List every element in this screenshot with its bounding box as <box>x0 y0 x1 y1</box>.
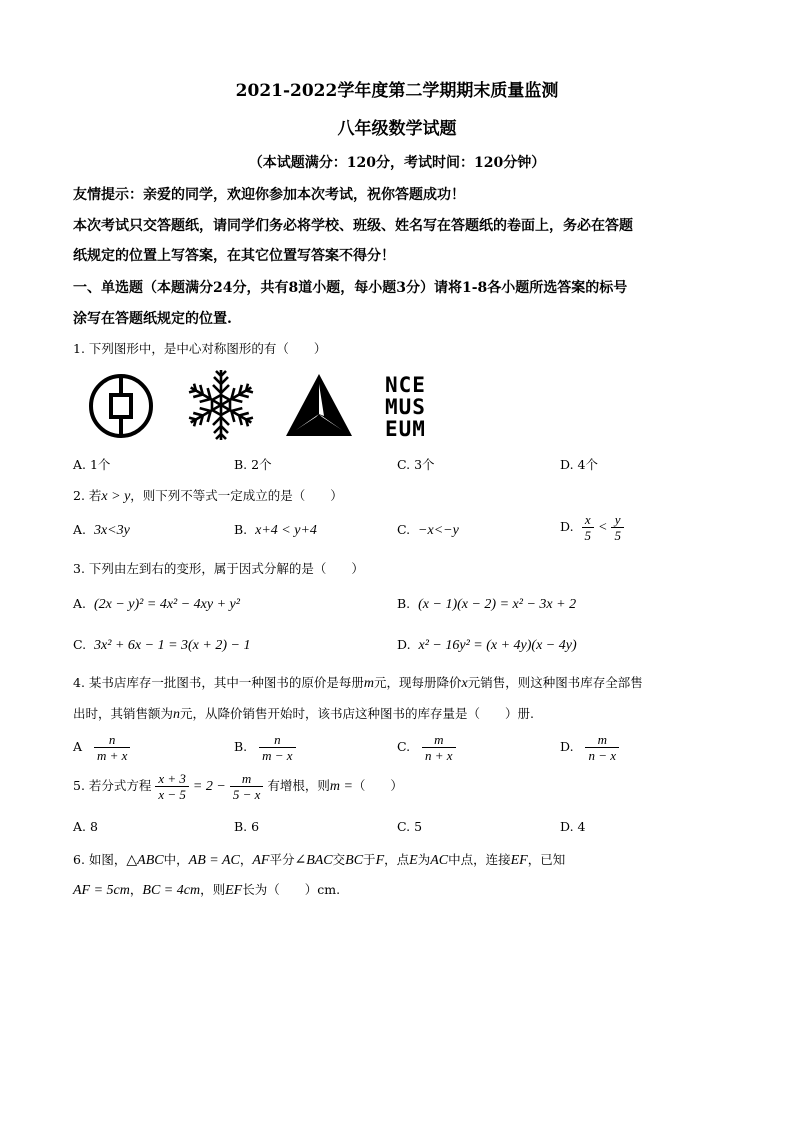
q4-option-a[interactable] <box>73 732 130 763</box>
snowflake-figure <box>183 367 259 443</box>
option-label: D. <box>560 739 574 754</box>
q2-expr-a: 3x<3y <box>93 523 130 538</box>
q5-m-equals: m = <box>329 779 353 794</box>
logo-line: EUM <box>385 417 426 441</box>
q6-unit: cm <box>317 882 337 897</box>
q4-stem-line-2 <box>73 704 534 723</box>
q6-text: 长为（ ） <box>242 882 318 897</box>
q6-text: . <box>336 882 341 897</box>
option-label: C. <box>397 522 411 537</box>
notice-line-1: 友情提示：亲爱的同学，欢迎你参加本次考试，祝你答题成功！ <box>73 187 465 203</box>
q1-option-b[interactable]: B. 2个 <box>234 457 272 472</box>
q6-equation: AB = AC <box>188 853 240 868</box>
q6-text: 交 <box>332 852 346 867</box>
q3-option-c[interactable] <box>73 637 250 654</box>
fraction-denominator: m − x <box>262 748 293 763</box>
q6-segment: EF <box>510 853 528 868</box>
logo-line: MUS <box>385 395 426 419</box>
option-label: A. <box>73 522 87 537</box>
fraction <box>259 732 295 763</box>
q4-var-n: n <box>173 707 181 722</box>
q5-equals: = 2 − <box>192 779 226 794</box>
fraction-numerator: n <box>94 732 130 748</box>
fraction-denominator: n + x <box>425 748 453 763</box>
fraction-numerator: m <box>230 771 264 787</box>
q2-expr-c: −x<−y <box>418 523 459 538</box>
q5-text: 有增根，则 <box>267 778 330 793</box>
q6-equation: AF = 5cm <box>73 883 130 898</box>
q2-option-a[interactable] <box>73 522 130 539</box>
q6-text: ， <box>239 852 253 867</box>
q1-option-a[interactable]: A. 1个 <box>73 457 111 472</box>
q3-option-a[interactable] <box>73 596 240 613</box>
q5-option-c[interactable]: C. 5 <box>397 819 423 834</box>
q4-var-m: m <box>363 676 375 691</box>
less-than-sign: < <box>598 520 608 535</box>
option-label: A <box>73 739 83 754</box>
section-heading-line-1: 一、单选题（本题满分24分，共有8道小题，每小题3分）请将1-8各小题所选答案的标号 <box>73 280 628 296</box>
fraction-numerator: y <box>611 512 624 528</box>
q3-stem: 3. 下列由左到右的变形，属于因式分解的是（ ） <box>73 561 364 576</box>
q5-stem <box>73 771 403 802</box>
coin-figure <box>88 373 154 439</box>
fraction <box>422 732 456 763</box>
q2-stem <box>73 486 343 505</box>
q5-option-a[interactable]: A. 8 <box>73 819 98 834</box>
fraction-denominator: 5 − x <box>232 787 261 802</box>
q4-option-b[interactable] <box>234 732 296 763</box>
q6-point: F <box>375 853 385 868</box>
fraction <box>611 512 624 543</box>
option-label: D. <box>397 637 411 652</box>
fraction <box>582 512 595 543</box>
q6-stem-line-2 <box>73 880 340 899</box>
q2-condition: x > y <box>101 489 131 504</box>
q2-expr-b: x+4 < y+4 <box>255 523 317 538</box>
option-label: B. <box>234 739 248 754</box>
q1-option-d[interactable]: D. 4个 <box>560 457 598 472</box>
q3-option-b[interactable] <box>397 596 576 613</box>
fraction-numerator: x + 3 <box>155 771 189 787</box>
fraction <box>585 732 619 763</box>
q5-option-d[interactable]: D. 4 <box>560 819 586 834</box>
exam-title: 2021-2022学年度第二学期期末质量监测 <box>235 81 559 101</box>
q5-option-b[interactable]: B. 6 <box>234 819 260 834</box>
q6-equation: BC = 4cm <box>142 883 201 898</box>
q6-text: 中， <box>163 852 189 867</box>
q6-segment: BC <box>345 853 364 868</box>
q4-option-d[interactable] <box>560 732 619 763</box>
q3-option-d[interactable] <box>397 637 577 654</box>
fraction-denominator: 5 <box>614 528 621 543</box>
fraction <box>94 732 130 763</box>
museum-logo-figure <box>385 374 426 440</box>
option-label: D. <box>560 519 574 534</box>
q5-text: 5. 若分式方程 <box>73 778 152 793</box>
q4-stem-line-1 <box>73 673 643 692</box>
q6-text: ，则 <box>200 882 226 897</box>
q5-text: （ ） <box>352 778 403 793</box>
q6-segment: EF <box>225 883 243 898</box>
option-label: A. <box>73 596 87 611</box>
q3-expr-b: (x − 1)(x − 2) = x² − 3x + 2 <box>418 597 577 612</box>
exam-info: （本试题满分：120分，考试时间：120分钟） <box>248 155 546 171</box>
q4-text: 4. 某书店库存一批图书，其中一种图书的原价是每册 <box>73 675 364 690</box>
q6-segment: AC <box>430 853 449 868</box>
fraction <box>155 771 189 802</box>
fraction-denominator: x − 5 <box>158 787 186 802</box>
logo-line: NCE <box>385 373 426 397</box>
q6-text: ， <box>129 882 143 897</box>
q4-text: 出时，其销售额为 <box>73 706 174 721</box>
notice-line-2: 本次考试只交答题纸，请同学们务必将学校、班级、姓名写在答题纸的卷面上，务必在答题 <box>73 218 633 234</box>
q6-triangle: △ABC <box>126 853 164 868</box>
q6-text: 平分 <box>269 852 295 867</box>
q6-text: 中点，连接 <box>448 852 511 867</box>
q2-stem-end: ，则下列不等式一定成立的是（ ） <box>130 488 343 503</box>
q6-text: 6. 如图， <box>73 852 127 867</box>
fraction-denominator: m + x <box>96 748 128 763</box>
option-label: C. <box>73 637 87 652</box>
fraction-numerator: m <box>585 732 619 748</box>
q4-text: 元，从降价销售开始时，该书店这种图书的库存量是（ ）册. <box>180 706 534 721</box>
option-label: C. <box>397 739 411 754</box>
triangle-figure <box>284 372 354 438</box>
q6-text: ，点 <box>384 852 410 867</box>
q6-stem-line-1 <box>73 850 565 869</box>
q1-option-c[interactable]: C. 3个 <box>397 457 435 472</box>
fraction-numerator: m <box>422 732 456 748</box>
q4-var-x: x <box>461 676 468 691</box>
q6-angle: ∠BAC <box>294 853 333 868</box>
q6-segment: AF <box>252 853 270 868</box>
q6-text: ，已知 <box>527 852 566 867</box>
fraction-numerator: x <box>582 512 595 528</box>
notice-line-3: 纸规定的位置上写答案，在其它位置写答案不得分！ <box>73 248 395 264</box>
fraction-denominator: 5 <box>584 528 592 543</box>
section-heading-line-2: 涂写在答题纸规定的位置. <box>73 311 232 327</box>
q2-option-d[interactable] <box>560 512 624 543</box>
q6-point: E <box>409 853 418 868</box>
q4-text: 元，现每册降价 <box>374 675 462 690</box>
q1-stem: 1. 下列图形中，是中心对称图形的有（ ） <box>73 341 327 356</box>
fraction-numerator: n <box>259 732 295 748</box>
q2-option-b[interactable] <box>234 522 317 539</box>
q3-expr-d: x² − 16y² = (x + 4y)(x − 4y) <box>418 638 577 653</box>
q6-text: 于 <box>363 852 376 867</box>
q2-stem-start: 2. 若 <box>73 488 102 503</box>
q3-expr-c: 3x² + 6x − 1 = 3(x + 2) − 1 <box>94 638 251 653</box>
option-label: B. <box>397 596 411 611</box>
q4-text: 元销售，则这种图书库存全部售 <box>467 675 643 690</box>
option-label: B. <box>234 522 248 537</box>
fraction <box>230 771 264 802</box>
q6-text: 为 <box>417 852 431 867</box>
q3-expr-a: (2x − y)² = 4x² − 4xy + y² <box>93 597 240 612</box>
fraction-denominator: n − x <box>588 748 617 763</box>
q2-option-c[interactable] <box>397 522 459 539</box>
exam-subtitle: 八年级数学试题 <box>337 119 457 139</box>
q4-option-c[interactable] <box>397 732 456 763</box>
